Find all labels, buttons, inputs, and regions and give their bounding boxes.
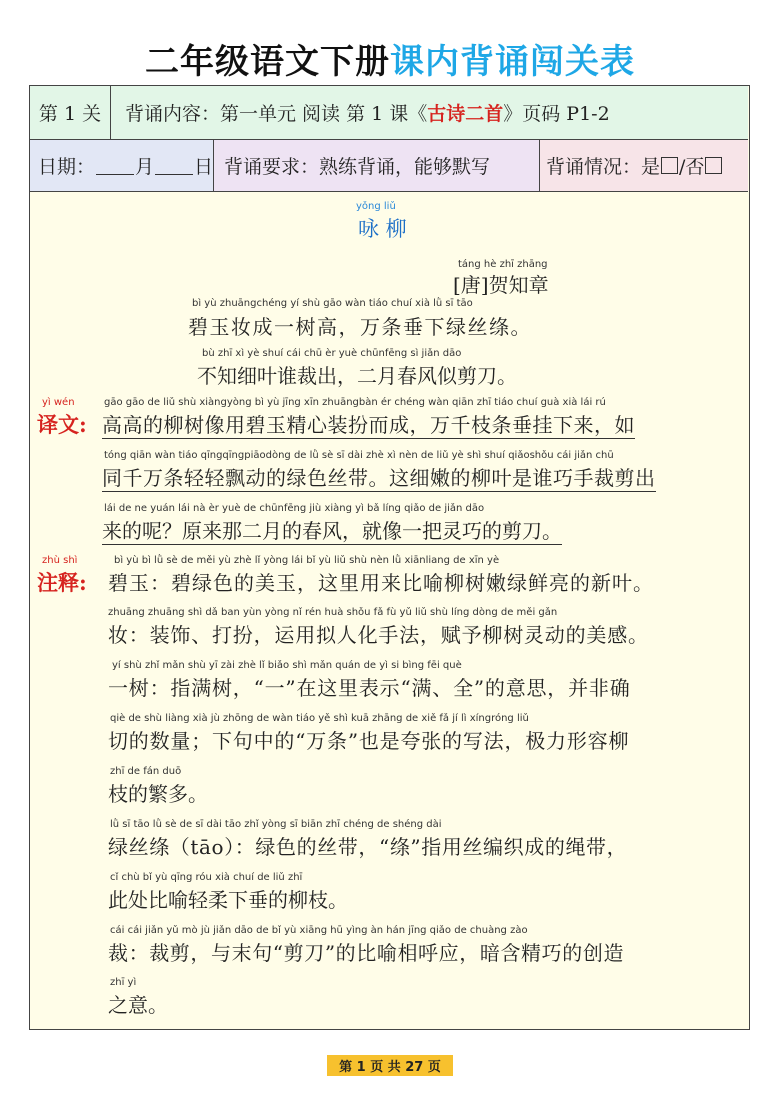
content-suffix: 》页码 P1-2 <box>503 103 610 125</box>
note-pinyin-3: yí shù zhǐ mǎn shù yī zài zhè lǐ biǎo shì mǎn quán de yì si bìng fēi què <box>112 660 462 671</box>
note-pinyin-5: zhī de fán duō <box>110 766 182 777</box>
note-pinyin-7: cǐ chù bǐ yù qīng róu xià chuí de liǔ zhī <box>110 872 303 883</box>
note-line-7: 此处比喻轻柔下垂的柳枝。 <box>108 888 348 912</box>
note-pinyin-4: qiè de shù liàng xià jù zhōng de wàn tiáo yě shì kuā zhāng de xiě fǎ jí lì xíngróng liǔ <box>110 713 529 724</box>
poem-line1: 碧玉妆成一树高，万条垂下绿丝绦。 <box>188 315 532 339</box>
title-table: 课内背诵闯关表 <box>390 42 635 82</box>
note-pinyin-8: cái cái jiǎn yǔ mò jù jiǎn dāo de bǐ yù xiāng hū yìng àn hán jīng qiǎo de chuàng zào <box>110 925 528 936</box>
month-blank[interactable] <box>96 156 134 175</box>
date-label: 日期： <box>38 156 96 178</box>
note-line-5: 枝的繁多。 <box>108 782 208 806</box>
poem-author: [唐]贺知章 <box>453 273 549 297</box>
note-line-4: 切的数量；下句中的“万条”也是夸张的写法，极力形容柳 <box>108 729 630 753</box>
lesson-row <box>30 86 748 140</box>
translation-pinyin-3: lái de ne yuán lái nà èr yuè de chūnfēng jiù xiàng yì bǎ líng qiǎo de jiǎn dāo <box>104 503 485 514</box>
note-pinyin-9: zhī yì <box>110 977 137 988</box>
translation-pinyin-1: gāo gāo de liǔ shù xiàngyòng bì yù jīng xīn zhuāngbàn ér chéng wàn qiān zhī tiáo chuí guà xià lái rú <box>104 397 606 408</box>
day-label: 日 <box>193 156 213 178</box>
status-yes-label: 背诵情况：是 <box>546 156 661 178</box>
date-cell <box>30 140 214 191</box>
translation-pinyin-2: tóng qiān wàn tiáo qīngqīngpiāodòng de lǜ sè sī dài zhè xì nèn de liǔ yè shì shuí qiǎoshǒu cái jiǎn chū <box>104 450 614 461</box>
poem-title-pinyin: yǒng liǔ <box>356 201 396 212</box>
translation-label: 译文: <box>37 412 87 437</box>
day-blank[interactable] <box>155 156 193 175</box>
note-pinyin-2: zhuāng zhuāng shì dǎ ban yùn yòng nǐ rén huà shǒu fǎ fù yǔ liǔ shù líng dòng de měi gǎn <box>108 607 558 618</box>
title-grade: 二年级语文下册 <box>145 42 390 82</box>
yes-checkbox[interactable] <box>661 157 678 174</box>
no-checkbox[interactable] <box>705 157 722 174</box>
note-line-1: 碧玉：碧绿色的美玉，这里用来比喻柳树嫩绿鲜亮的新叶。 <box>108 571 654 595</box>
status-no-label: /否 <box>679 156 705 178</box>
page-title <box>0 34 780 83</box>
poem-line2: 不知细叶谁裁出，二月春风似剪刀。 <box>197 364 517 388</box>
author-pinyin: táng hè zhī zhāng <box>458 259 548 270</box>
page-number: 第 1 页 共 27 页 <box>327 1055 453 1076</box>
recitation-sheet <box>29 85 750 1030</box>
translation-line-3: 来的呢？原来那二月的春风，就像一把灵巧的剪刀。 <box>102 515 562 545</box>
content-prefix: 背诵内容：第一单元 阅读 第 1 课《 <box>125 103 428 125</box>
month-label: 月 <box>134 156 154 178</box>
notes-label-pinyin: zhù shì <box>42 555 78 566</box>
notes-label: 注释: <box>37 570 87 595</box>
translation-line-1: 高高的柳树像用碧玉精心装扮而成，万千枝条垂挂下来，如 <box>102 409 635 439</box>
translation-line-2: 同千万条轻轻飘动的绿色丝带。这细嫩的柳叶是谁巧手裁剪出 <box>102 462 656 492</box>
note-line-6: 绿丝绦（tāo）：绿色的丝带，“绦”指用丝编织成的绳带， <box>108 835 628 859</box>
note-line-3: 一树：指满树，“一”在这里表示“满、全”的意思，并非确 <box>108 676 631 700</box>
info-row <box>30 140 748 192</box>
note-pinyin-6: lǜ sī tāo lǜ sè de sī dài tāo zhǐ yòng sī biān zhī chéng de shéng dài <box>110 819 442 830</box>
note-line-8: 裁：裁剪，与末句“剪刀”的比喻相呼应，暗含精巧的创造 <box>108 941 625 965</box>
poem-line2-pinyin: bù zhī xì yè shuí cái chū èr yuè chūnfēng sì jiǎn dāo <box>202 348 462 359</box>
requirement-cell: 背诵要求：熟练背诵，能够默写 <box>214 140 540 191</box>
status-cell <box>540 140 748 191</box>
translation-label-pinyin: yì wén <box>42 397 75 408</box>
note-line-2: 妆：装饰、打扮，运用拟人化手法，赋予柳树灵动的美感。 <box>108 623 649 647</box>
recite-content <box>125 86 610 139</box>
lesson-name: 古诗二首 <box>427 103 504 125</box>
poem-line1-pinyin: bì yù zhuāngchéng yí shù gāo wàn tiáo chuí xià lǜ sī tāo <box>192 298 473 309</box>
level-cell: 第 1 关 <box>30 86 111 139</box>
note-line-9: 之意。 <box>108 993 168 1017</box>
poem-title: 咏 柳 <box>358 217 407 241</box>
note-pinyin-1: bì yù bì lǜ sè de měi yù zhè lǐ yòng lái bǐ yù liǔ shù nèn lǜ xiānliang de xīn yè <box>114 555 500 566</box>
